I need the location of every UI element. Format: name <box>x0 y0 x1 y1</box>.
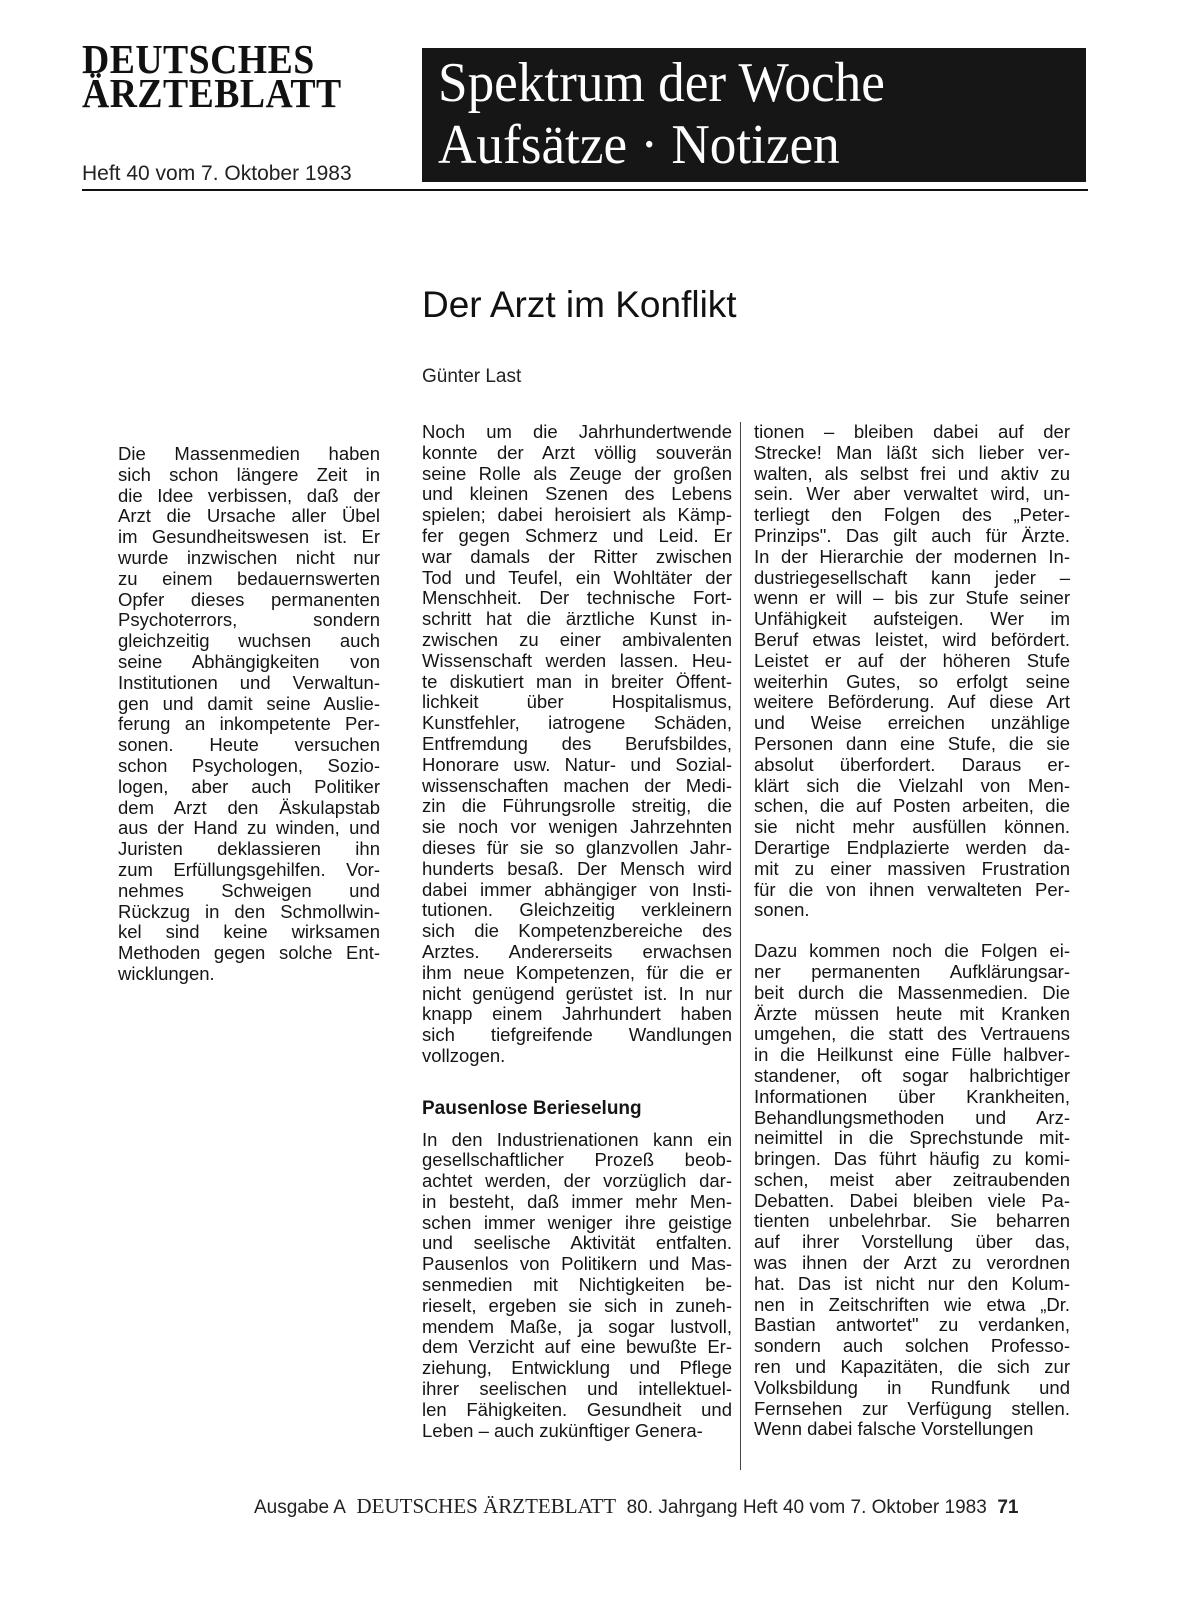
text-line: ferung an inkompetente Per- <box>118 713 380 735</box>
text-line: Unfähigkeit aufsteigen. Wer im <box>754 608 1070 630</box>
text-line: in die Heilkunst eine Fülle halbver- <box>754 1044 1070 1066</box>
footer-journal: DEUTSCHES ÄRZTEBLATT <box>356 1494 617 1518</box>
text-line: sein. Wer aber verwaltet wird, un- <box>754 483 1070 505</box>
text-line: wicklungen. <box>118 962 215 984</box>
text-line: te diskutiert man in breiter Öffent- <box>422 670 732 692</box>
text-line: schen, meist aber zeitraubenden <box>754 1168 1070 1190</box>
text-line: rieselt, ergeben sie sich in zuneh- <box>422 1294 732 1316</box>
text-line: mendem Maße, ja sogar lustvoll, <box>422 1315 732 1337</box>
footer-edition: Ausgabe A <box>254 1497 346 1518</box>
text-line: Noch um die Jahrhundertwende <box>422 421 732 442</box>
text-line: len Fähigkeiten. Gesundheit und <box>422 1398 732 1420</box>
text-line: sich die Kompetenzbereiche des <box>422 920 732 942</box>
text-line: nicht genügend gerüstet ist. In nur <box>422 982 732 1004</box>
text-line: beit durch die Massenmedien. Die <box>754 981 1070 1003</box>
text-line: In den Industrienationen kann ein <box>422 1128 732 1150</box>
article-title: Der Arzt im Konflikt <box>422 284 737 325</box>
text-line: Institutionen und Verwaltun- <box>118 671 380 693</box>
text-line: Tod und Teufel, ein Wohltäter der <box>422 566 732 588</box>
text-line: Bastian antwortet" zu verdanken, <box>754 1314 1070 1336</box>
text-line: bringen. Das führt häufig zu komi- <box>754 1148 1070 1170</box>
text-line: Informationen über Krankheiten, <box>754 1085 1070 1107</box>
text-line: standener, oft sogar halbrichtiger <box>754 1064 1070 1086</box>
text-line: die Idee verbissen, daß der <box>118 484 380 506</box>
text-line: fer gegen Schmerz und Leid. Er <box>422 524 732 546</box>
text-line: Methoden gegen solche Ent- <box>118 942 380 964</box>
text-line: seine Abhängigkeiten von <box>118 650 380 672</box>
text-line: Debatten. Dabei bleiben viele Pa- <box>754 1189 1070 1211</box>
text-line: schon Psychologen, Sozio- <box>118 754 380 776</box>
text-line: Kunstfehler, iatrogene Schäden, <box>422 712 732 734</box>
text-line: konnte der Arzt völlig souverän <box>422 441 732 463</box>
text-line: umgehen, die statt des Vertrauens <box>754 1023 1070 1045</box>
text-line: Psychoterrors, sondern <box>118 609 380 631</box>
text-line: zwischen zu einer ambivalenten <box>422 628 732 650</box>
masthead-name-line2: ÄRZTEBLATT <box>82 70 342 116</box>
masthead-logo <box>82 36 400 116</box>
text-line: und seelische Aktivität entfalten. <box>422 1232 732 1254</box>
text-line: Opfer dieses permanenten <box>118 588 380 610</box>
text-line: gen und damit seine Auslie- <box>118 692 380 714</box>
text-line: In der Hierarchie der modernen In- <box>754 545 1070 567</box>
text-line: nehmes Schweigen und <box>118 879 380 901</box>
text-line: hunderts besaß. Der Mensch wird <box>422 857 732 879</box>
masthead-name-line1: DEUTSCHES <box>82 36 315 82</box>
column-divider <box>740 422 741 1470</box>
text-line: schen, die auf Posten arbeiten, die <box>754 795 1070 817</box>
text-line: auf ihrer Vorstellung über das, <box>754 1231 1070 1253</box>
text-line: sich tiefgreifende Wandlungen <box>422 1024 732 1046</box>
text-line: wenn er will – bis zur Stufe seiner <box>754 587 1070 609</box>
text-line: Leben – auch zukünftiger Genera- <box>422 1419 703 1441</box>
text-line: für die von ihnen verwalteten Per- <box>754 878 1070 900</box>
text-line: was ihnen der Arzt zu verordnen <box>754 1252 1070 1274</box>
text-line: ner permanenten Aufklärungsar- <box>754 960 1070 982</box>
text-line: Behandlungsmethoden und Arz- <box>754 1106 1070 1128</box>
text-line: dem Arzt den Äskulapstab <box>118 796 380 818</box>
section-banner <box>422 48 1086 182</box>
abstract-paragraph <box>118 444 380 985</box>
text-line: weitere Beförderung. Auf diese Art <box>754 691 1070 713</box>
text-line: Menschheit. Der technische Fort- <box>422 587 732 609</box>
text-line: gesellschaftlicher Prozeß beob- <box>422 1149 732 1171</box>
text-line: zum Erfüllungsgehilfen. Vor- <box>118 858 380 880</box>
text-line: tionen – bleiben dabei auf der <box>754 421 1070 442</box>
body-column-1 <box>422 422 732 1441</box>
text-line: Leistet er auf der höheren Stufe <box>754 649 1070 671</box>
page-number: 71 <box>997 1497 1019 1518</box>
text-line: sie nicht mehr ausfüllen können. <box>754 816 1070 838</box>
text-line: Die Massenmedien haben <box>118 443 380 464</box>
text-line: dieses für sie so glanzvollen Jahr- <box>422 836 732 858</box>
text-line: sonen. Heute versuchen <box>118 734 380 756</box>
text-line: spielen; dabei heroisiert als Kämp- <box>422 504 732 526</box>
body-paragraph <box>422 1130 732 1442</box>
text-line: absolut überfordert. Daraus er- <box>754 753 1070 775</box>
text-line: tienten unbelehrbar. Sie beharren <box>754 1210 1070 1232</box>
text-line: schritt hat die ärztliche Kunst in- <box>422 608 732 630</box>
header-rule <box>82 189 1088 191</box>
text-line: war damals der Ritter zwischen <box>422 545 732 567</box>
text-line: dem Verzicht auf eine bewußte Er- <box>422 1336 732 1358</box>
text-line: weiterhin Gutes, so erfolgt seine <box>754 670 1070 692</box>
text-line: hat. Das ist nicht nur den Kolum- <box>754 1272 1070 1294</box>
body-paragraph <box>422 422 732 1067</box>
article-author: Günter Last <box>422 366 522 387</box>
text-line: schen immer weniger ihre geistige <box>422 1211 732 1233</box>
banner-line1: Spektrum der Woche <box>438 52 885 114</box>
text-line: achtet werden, der vorzüglich dar- <box>422 1170 732 1192</box>
text-line: Arztes. Andererseits erwachsen <box>422 940 732 962</box>
text-line: logen, aber auch Politiker <box>118 775 380 797</box>
text-line: Pausenlos von Politikern und Mas- <box>422 1253 732 1275</box>
page-footer <box>254 1494 1019 1519</box>
text-line: und Weise erreichen unzählige <box>754 712 1070 734</box>
text-line: tutionen. Gleichzeitig verkleinern <box>422 899 732 921</box>
text-line: neimittel in die Sprechstunde mit- <box>754 1127 1070 1149</box>
text-line: sondern auch solchen Professo- <box>754 1335 1070 1357</box>
text-line: mit zu einer massiven Frustration <box>754 857 1070 879</box>
text-line: und kleinen Szenen des Lebens <box>422 483 732 505</box>
text-line: lichkeit über Hospitalismus, <box>422 691 732 713</box>
body-column-2 <box>754 422 1070 1440</box>
text-line: ren und Kapazitäten, die sich zur <box>754 1356 1070 1378</box>
text-line: aus der Hand zu winden, und <box>118 817 380 839</box>
text-line: Entfremdung des Berufsbildes, <box>422 732 732 754</box>
text-line: Wissenschaft werden lassen. Heu- <box>422 649 732 671</box>
text-line: Ärzte müssen heute mit Kranken <box>754 1002 1070 1024</box>
text-line: Honorare usw. Natur- und Sozial- <box>422 753 732 775</box>
text-line: Rückzug in den Schmollwin- <box>118 900 380 922</box>
text-line: vollzogen. <box>422 1044 506 1066</box>
text-line: Strecke! Man läßt sich lieber ver- <box>754 441 1070 463</box>
body-paragraph <box>754 941 1070 1440</box>
text-line: zu einem bedauernswerten <box>118 567 380 589</box>
text-line: zin die Führungsrolle streitig, die <box>422 795 732 817</box>
text-line: nen in Zeitschriften wie etwa „Dr. <box>754 1293 1070 1315</box>
text-line: dabei immer abhängiger von Insti- <box>422 878 732 900</box>
text-line: Beruf etwas leistet, wird befördert. <box>754 628 1070 650</box>
body-paragraph <box>754 422 1070 921</box>
issue-date: Heft 40 vom 7. Oktober 1983 <box>82 162 352 185</box>
text-line: wissenschaften machen der Medi- <box>422 774 732 796</box>
text-line: sonen. <box>754 899 810 921</box>
text-line: im Gesundheitswesen ist. Er <box>118 526 380 548</box>
text-line: ihrer seelischen und intellektuel- <box>422 1378 732 1400</box>
text-line: gleichzeitig wuchsen auch <box>118 630 380 652</box>
text-line: sie noch vor wenigen Jahrzehnten <box>422 816 732 838</box>
text-line: Juristen deklassieren ihn <box>118 838 380 860</box>
text-line: ziehung, Entwicklung und Pflege <box>422 1357 732 1379</box>
text-line: Wenn dabei falsche Vorstellungen <box>754 1418 1034 1440</box>
text-line: ihm neue Kompetenzen, für die er <box>422 961 732 983</box>
text-line: in besteht, daß immer mehr Men- <box>422 1190 732 1212</box>
text-line: terliegt den Folgen des „Peter- <box>754 504 1070 526</box>
abstract-column <box>118 444 380 985</box>
footer-volume: 80. Jahrgang Heft 40 vom 7. Oktober 1983 <box>626 1497 987 1518</box>
text-line: wurde inzwischen nicht nur <box>118 546 380 568</box>
text-line: Personen dann eine Stufe, die sie <box>754 732 1070 754</box>
text-line: senmedien mit Nichtigkeiten be- <box>422 1274 732 1296</box>
banner-line2: Aufsätze · Notizen <box>438 114 840 176</box>
section-subheading: Pausenlose Berieselung <box>422 1097 642 1119</box>
text-line: walten, als selbst frei und aktiv zu <box>754 462 1070 484</box>
text-line: Volksbildung in Rundfunk und <box>754 1376 1070 1398</box>
text-line: Fernsehen zur Verfügung stellen. <box>754 1397 1070 1419</box>
text-line: klärt sich die Vielzahl von Men- <box>754 774 1070 796</box>
text-line: sich schon längere Zeit in <box>118 463 380 485</box>
text-line: kel sind keine wirksamen <box>118 921 380 943</box>
text-line: Prinzips". Das gilt auch für Ärzte. <box>754 524 1070 546</box>
text-line: Dazu kommen noch die Folgen ei- <box>754 940 1070 962</box>
text-line: dustriegesellschaft kann jeder – <box>754 566 1070 588</box>
text-line: knapp einem Jahrhundert haben <box>422 1003 732 1025</box>
text-line: seine Rolle als Zeuge der großen <box>422 462 732 484</box>
text-line: Arzt die Ursache aller Übel <box>118 505 380 527</box>
text-line: Derartige Endplazierte werden da- <box>754 836 1070 858</box>
